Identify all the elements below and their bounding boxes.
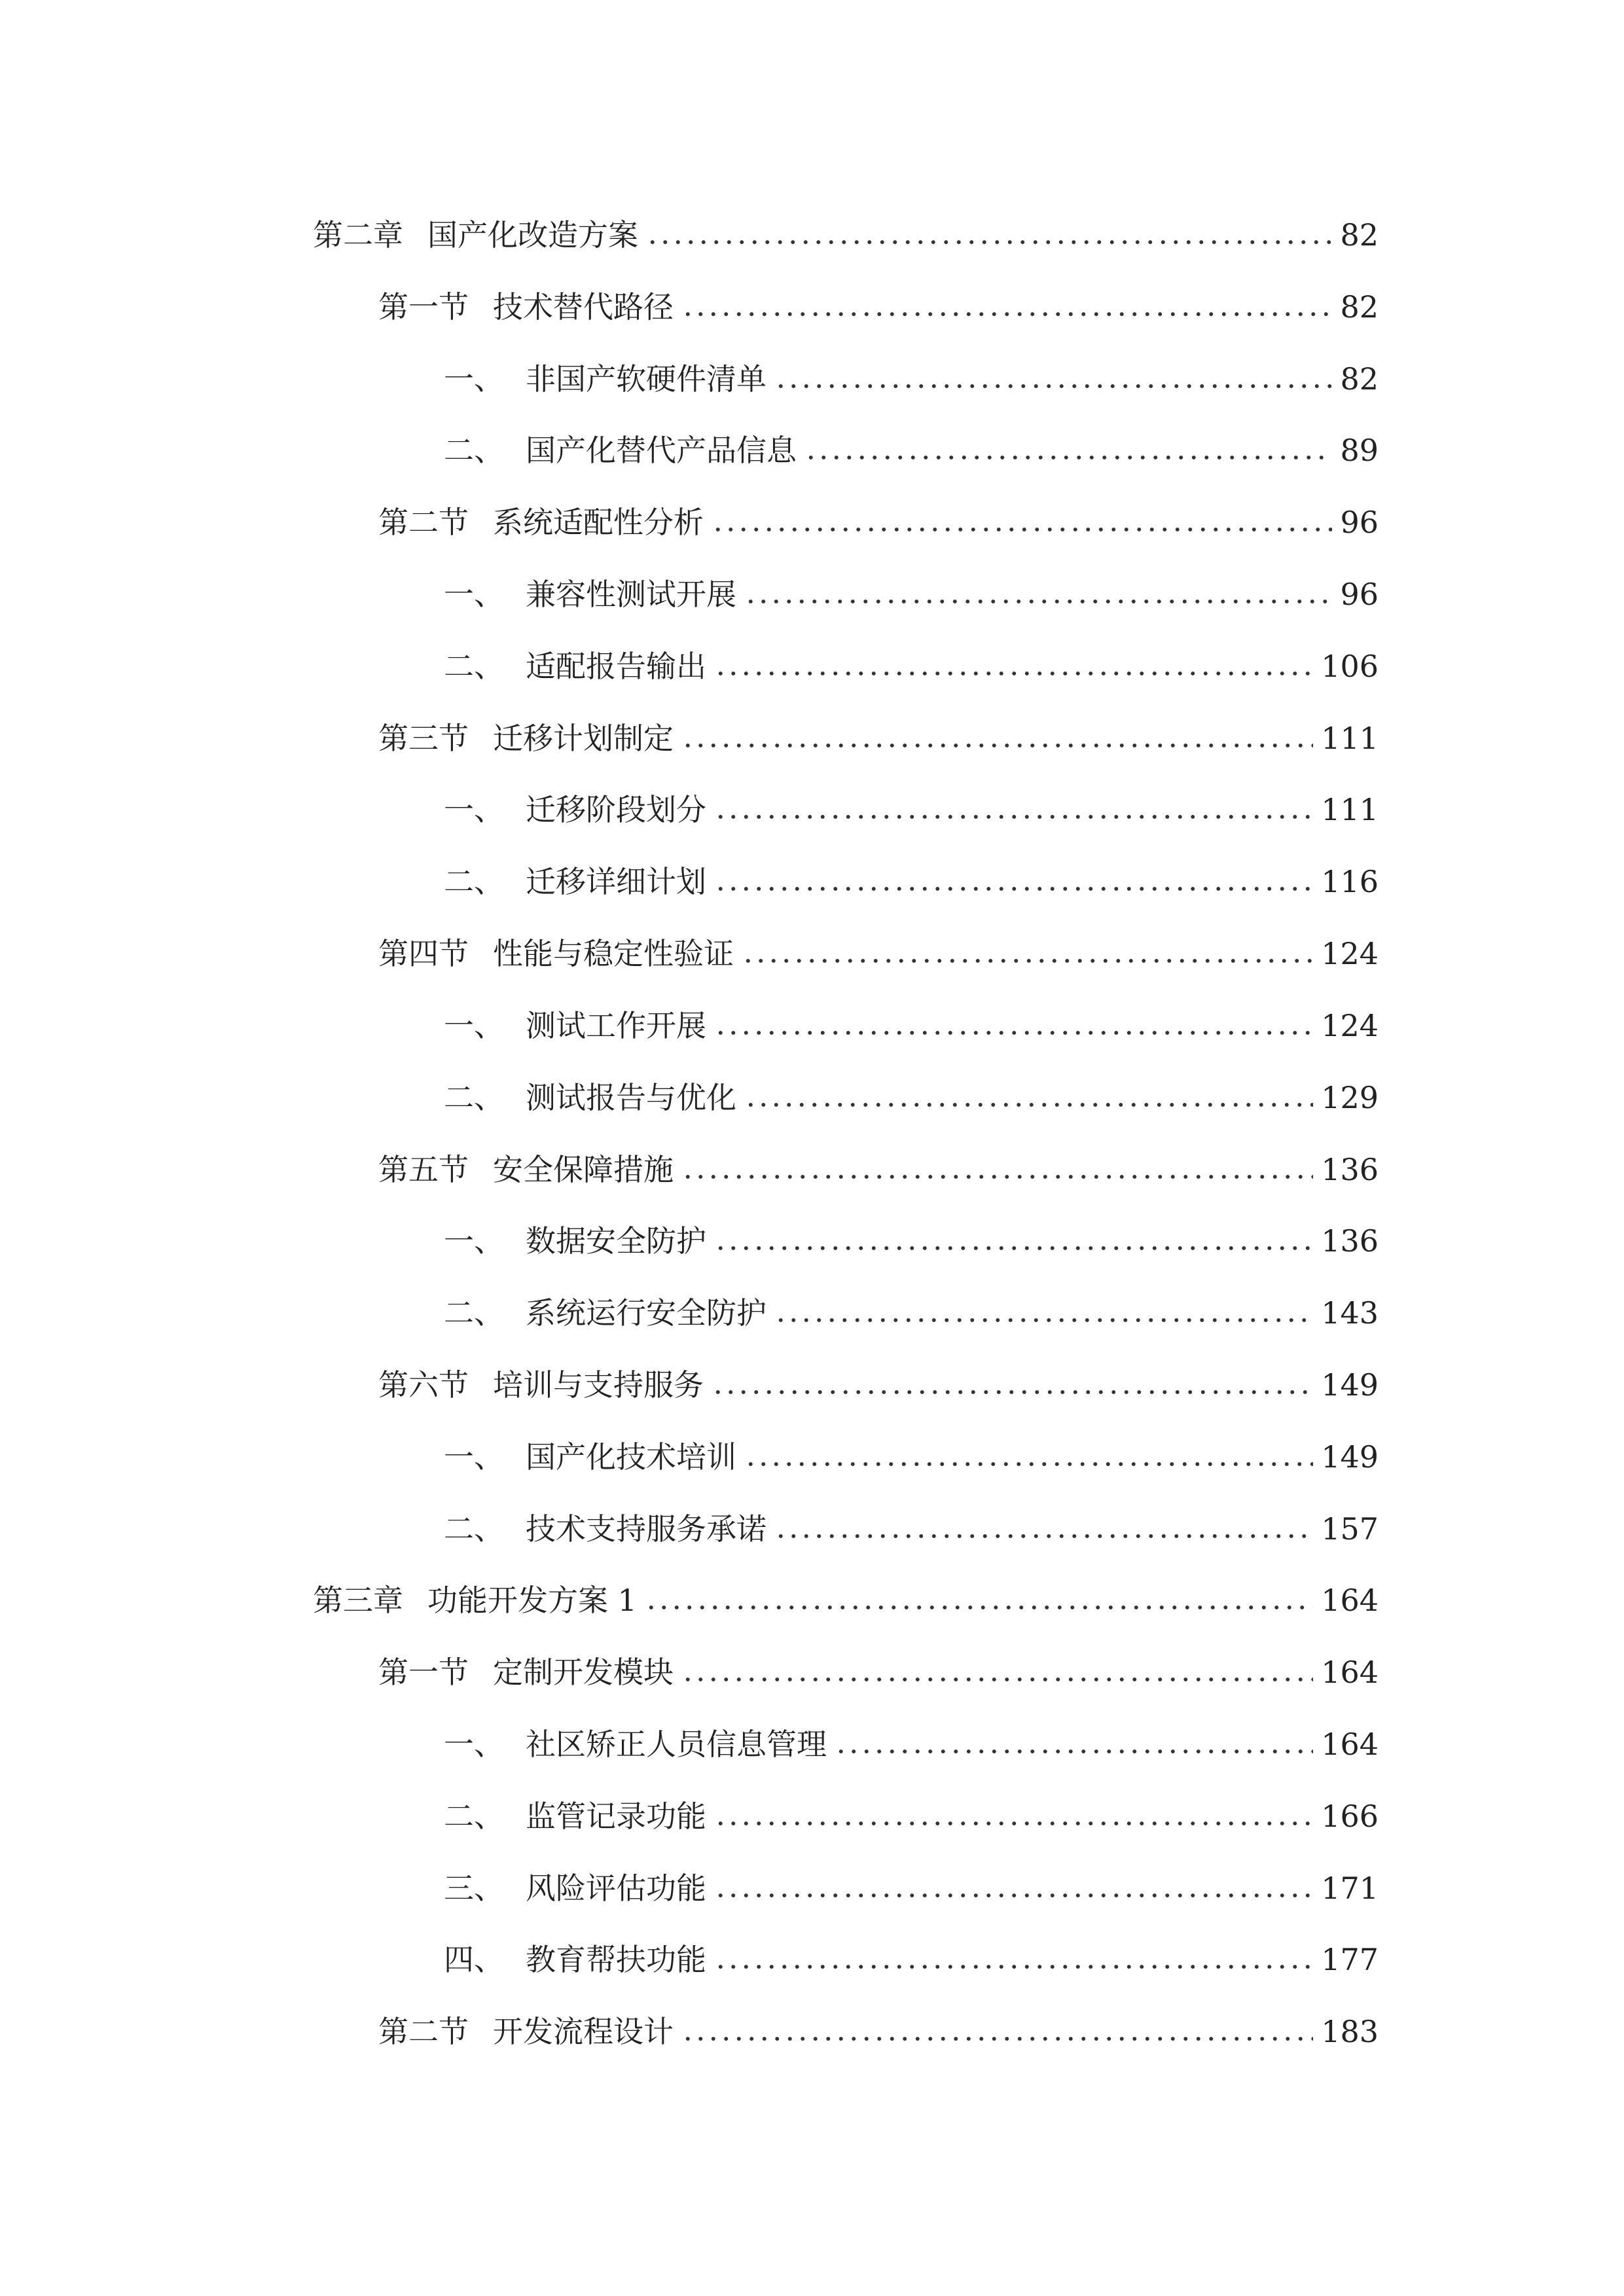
dot-leader (744, 600, 1332, 603)
dot-leader (714, 1031, 1313, 1035)
dot-leader (712, 528, 1332, 531)
entry-page-number: 96 (1340, 577, 1379, 612)
toc-entry-chapter (313, 1570, 1379, 1618)
dot-leader (681, 2037, 1313, 2041)
entry-page-number: 164 (1321, 1583, 1379, 1618)
toc-entry-subsection (444, 1282, 1379, 1331)
entry-number: 第四节 (378, 936, 469, 971)
entry-page-number: 89 (1340, 433, 1379, 468)
entry-number: 第一节 (378, 289, 469, 325)
entry-number: 第三节 (378, 721, 469, 756)
entry-title: 定制开发模块 (493, 1655, 674, 1690)
entry-page-number: 136 (1321, 1152, 1379, 1187)
entry-title: 迁移阶段划分 (526, 792, 706, 827)
entry-number: 二、 (444, 1511, 504, 1547)
entry-page-number: 111 (1321, 792, 1379, 827)
toc-entry-subsection (444, 420, 1379, 468)
dot-leader (744, 1103, 1313, 1107)
toc-entry-subsection (444, 348, 1379, 397)
toc-entry-section (378, 276, 1379, 325)
entry-page-number: 149 (1321, 1439, 1379, 1475)
dot-leader (804, 456, 1332, 459)
entry-number: 一、 (444, 577, 504, 612)
entry-title: 教育帮扶功能 (526, 1942, 706, 1977)
entry-page-number: 96 (1340, 505, 1379, 540)
entry-title: 数据安全防护 (526, 1223, 706, 1259)
dot-leader (714, 887, 1313, 891)
entry-page-number: 171 (1321, 1871, 1379, 1906)
entry-page-number: 166 (1321, 1799, 1379, 1834)
entry-title: 迁移计划制定 (493, 721, 674, 756)
entry-page-number: 116 (1321, 864, 1379, 899)
toc-entry-subsection (444, 1785, 1379, 1834)
entry-title: 适配报告输出 (526, 649, 706, 684)
entry-number: 一、 (444, 1727, 504, 1762)
entry-title: 技术替代路径 (493, 289, 674, 325)
entry-title: 功能开发方案 1 (427, 1583, 637, 1618)
toc-entry-section (378, 2001, 1379, 2047)
entry-page-number: 157 (1321, 1511, 1379, 1547)
entry-title: 非国产软硬件清单 (526, 361, 767, 397)
toc-entry-section (378, 492, 1379, 540)
entry-page-number: 106 (1321, 649, 1379, 684)
entry-page-number: 111 (1321, 721, 1379, 756)
entry-number: 四、 (444, 1942, 504, 1977)
entry-number: 二、 (444, 864, 504, 899)
entry-number: 二、 (444, 433, 504, 468)
dot-leader (835, 1749, 1313, 1753)
dot-leader (774, 1534, 1313, 1538)
entry-page-number: 177 (1321, 1942, 1379, 1977)
dot-leader (681, 1175, 1313, 1179)
dot-leader (714, 1246, 1313, 1250)
entry-number: 第三章 (313, 1583, 403, 1618)
toc-entry-subsection (444, 1929, 1379, 1975)
entry-number: 第六节 (378, 1367, 469, 1403)
entry-number: 第二节 (378, 505, 469, 540)
dot-leader (681, 1677, 1313, 1681)
dot-leader (681, 312, 1332, 316)
entry-page-number: 183 (1321, 2014, 1379, 2049)
entry-page-number: 124 (1321, 936, 1379, 971)
entry-title: 风险评估功能 (526, 1871, 706, 1906)
entry-title: 迁移详细计划 (526, 864, 706, 899)
entry-title: 开发流程设计 (493, 2014, 674, 2049)
entry-number: 一、 (444, 361, 504, 397)
dot-leader (714, 815, 1313, 819)
entry-page-number: 143 (1321, 1295, 1379, 1331)
entry-number: 三、 (444, 1871, 504, 1906)
dot-leader (712, 1390, 1313, 1394)
entry-page-number: 82 (1340, 217, 1379, 253)
toc-entry-subsection (444, 1498, 1379, 1547)
entry-number: 第二节 (378, 2014, 469, 2049)
entry-number: 一、 (444, 1439, 504, 1475)
toc-entry-section (378, 1641, 1379, 1690)
toc-entry-subsection (444, 1857, 1379, 1906)
toc-entry-chapter (313, 204, 1379, 253)
entry-title: 技术支持服务承诺 (526, 1511, 767, 1547)
entry-page-number: 149 (1321, 1367, 1379, 1403)
entry-title: 国产化改造方案 (427, 217, 638, 253)
entry-title: 测试工作开展 (526, 1008, 706, 1043)
entry-title: 性能与稳定性验证 (493, 936, 734, 971)
entry-title: 系统适配性分析 (493, 505, 704, 540)
dot-leader (646, 240, 1332, 244)
toc-entry-section (378, 708, 1379, 756)
toc-entry-subsection (444, 1210, 1379, 1259)
entry-page-number: 124 (1321, 1008, 1379, 1043)
toc-entry-section (378, 1354, 1379, 1403)
entry-number: 一、 (444, 792, 504, 827)
entry-title: 安全保障措施 (493, 1152, 674, 1187)
entry-title: 兼容性测试开展 (526, 577, 736, 612)
toc-entry-section (378, 923, 1379, 969)
entry-number: 二、 (444, 649, 504, 684)
toc-entry-subsection (444, 1713, 1379, 1762)
entry-title: 监管记录功能 (526, 1799, 706, 1834)
entry-number: 第一节 (378, 1655, 469, 1690)
entry-title: 国产化替代产品信息 (526, 433, 797, 468)
toc-entry-subsection (444, 1426, 1379, 1475)
toc-entry-subsection (444, 564, 1379, 612)
entry-page-number: 136 (1321, 1223, 1379, 1259)
dot-leader (714, 1965, 1313, 1969)
entry-page-number: 82 (1340, 361, 1379, 397)
toc-entry-section (378, 1139, 1379, 1185)
dot-leader (714, 672, 1313, 675)
entry-number: 二、 (444, 1799, 504, 1834)
toc-entry-subsection (444, 851, 1379, 897)
entry-number: 第五节 (378, 1152, 469, 1187)
entry-title: 社区矫正人员信息管理 (526, 1727, 827, 1762)
entry-number: 第二章 (313, 217, 403, 253)
entry-number: 二、 (444, 1295, 504, 1331)
dot-leader (744, 1462, 1313, 1466)
dot-leader (681, 744, 1313, 747)
entry-title: 国产化技术培训 (526, 1439, 736, 1475)
toc-entry-subsection (444, 779, 1379, 825)
entry-number: 一、 (444, 1223, 504, 1259)
entry-title: 培训与支持服务 (493, 1367, 704, 1403)
entry-page-number: 164 (1321, 1727, 1379, 1762)
dot-leader (774, 384, 1332, 388)
dot-leader (742, 959, 1313, 963)
dot-leader (774, 1318, 1313, 1322)
entry-number: 二、 (444, 1080, 504, 1115)
entry-page-number: 129 (1321, 1080, 1379, 1115)
toc-entry-subsection (444, 636, 1379, 684)
entry-page-number: 164 (1321, 1655, 1379, 1690)
entry-number: 一、 (444, 1008, 504, 1043)
entry-title: 测试报告与优化 (526, 1080, 736, 1115)
entry-title: 系统运行安全防护 (526, 1295, 767, 1331)
dot-leader (714, 1893, 1313, 1897)
dot-leader (714, 1821, 1313, 1825)
toc-entry-subsection (444, 995, 1379, 1041)
dot-leader (645, 1605, 1313, 1609)
entry-page-number: 82 (1340, 289, 1379, 325)
toc-entry-subsection (444, 1067, 1379, 1113)
